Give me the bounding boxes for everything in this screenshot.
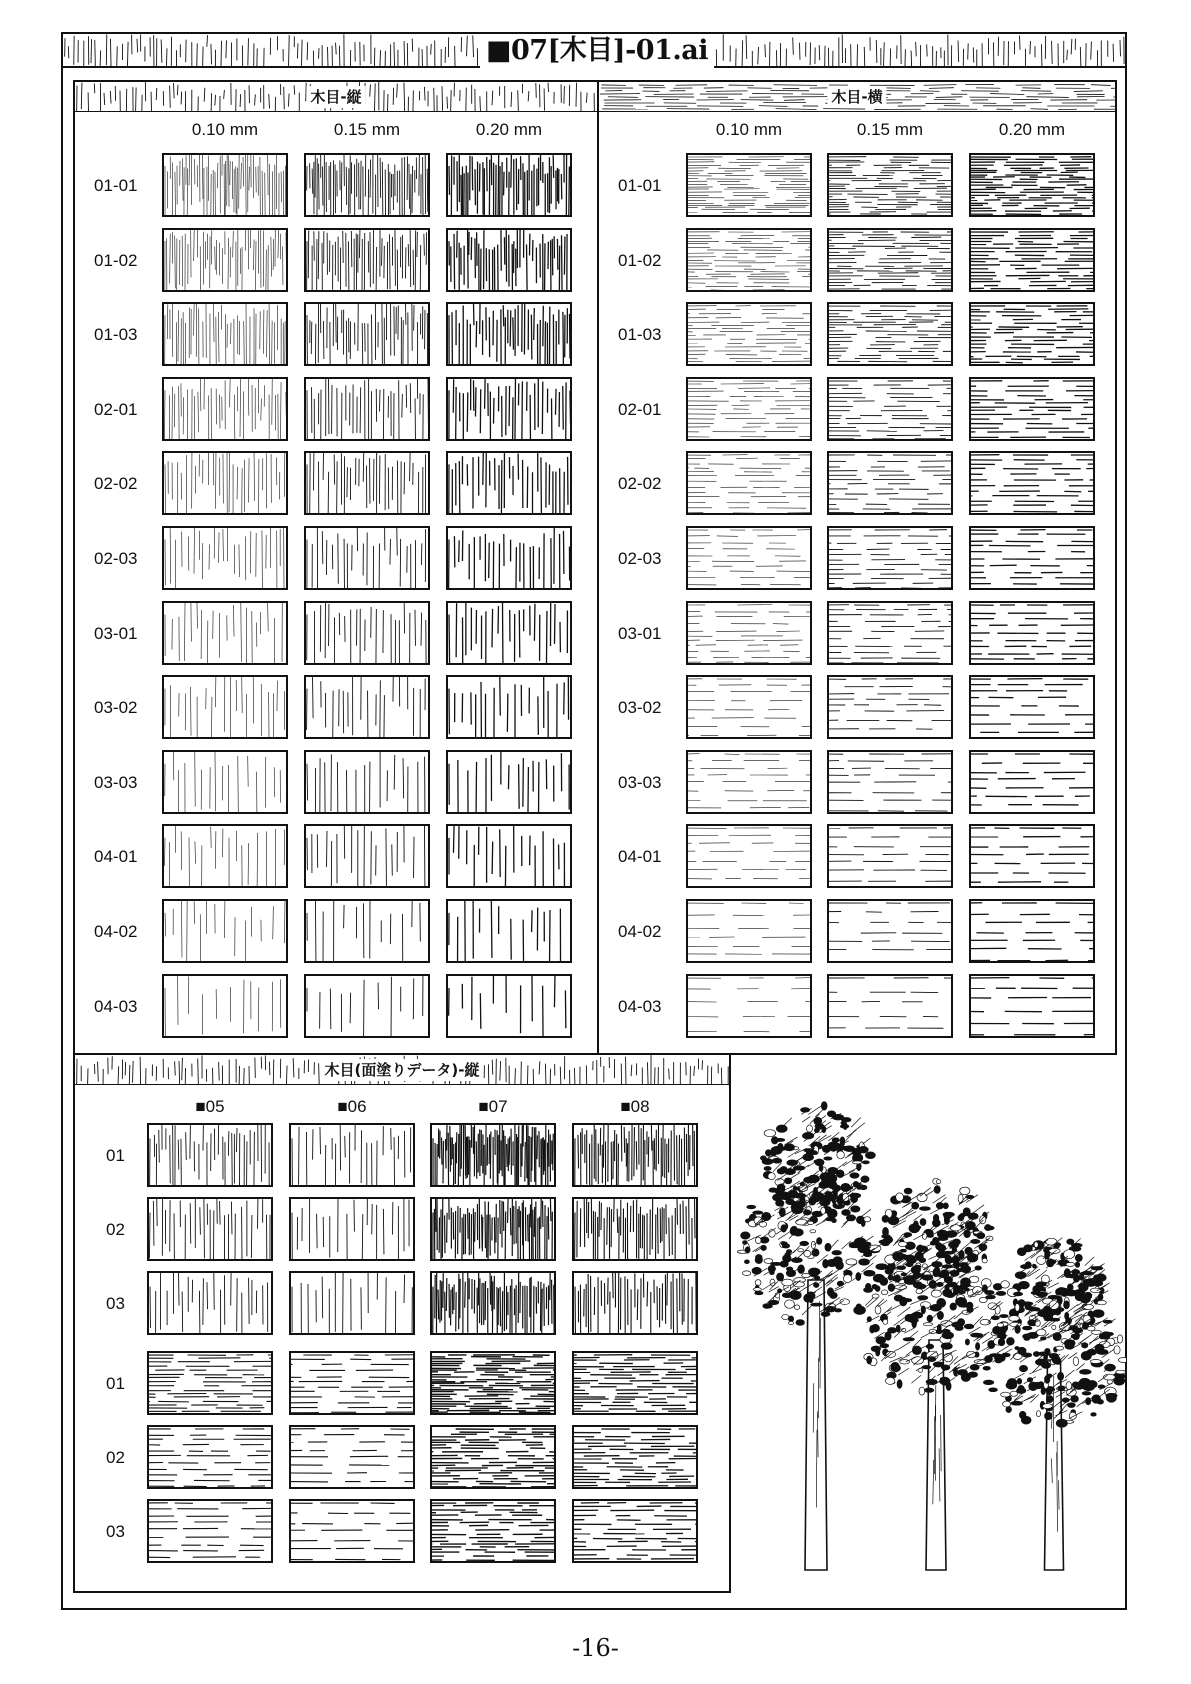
tree-illustration-icon bbox=[736, 1100, 1126, 1590]
swatch-horizontal-grain bbox=[969, 675, 1095, 739]
swatch-horizontal-grain bbox=[827, 974, 953, 1038]
swatch-vertical-grain bbox=[446, 153, 572, 217]
swatch-vertical-grain bbox=[162, 153, 288, 217]
swatch-horizontal-grain bbox=[969, 601, 1095, 665]
swatch-horizontal-grain bbox=[686, 601, 812, 665]
panel-vertical-title: 木目-縦 bbox=[306, 86, 365, 108]
swatch-fill-vertical bbox=[147, 1123, 273, 1187]
swatch-fill-vertical bbox=[289, 1123, 415, 1187]
swatch-vertical-grain bbox=[446, 675, 572, 739]
swatch-vertical-grain bbox=[162, 377, 288, 441]
swatch-vertical-grain bbox=[162, 899, 288, 963]
swatch-fill-vertical bbox=[147, 1271, 273, 1335]
swatch-vertical-grain bbox=[162, 750, 288, 814]
row-label: 03-01 bbox=[94, 623, 138, 643]
swatch-horizontal-grain bbox=[827, 228, 953, 292]
swatch-vertical-grain bbox=[304, 526, 430, 590]
swatch-horizontal-grain bbox=[969, 451, 1095, 515]
column-label: 0.15 mm bbox=[856, 120, 924, 139]
swatch-vertical-grain bbox=[162, 228, 288, 292]
swatch-horizontal-grain bbox=[827, 451, 953, 515]
column-label: ■06 bbox=[337, 1097, 367, 1116]
row-label: 04-01 bbox=[94, 847, 138, 867]
swatch-horizontal-grain bbox=[827, 153, 953, 217]
swatch-vertical-grain bbox=[304, 974, 430, 1038]
swatch-fill-horizontal bbox=[430, 1425, 556, 1489]
row-label: 02-02 bbox=[618, 474, 662, 494]
row-label: 03-03 bbox=[94, 772, 138, 792]
row-label: 04-01 bbox=[618, 847, 662, 867]
row-label: 02-01 bbox=[618, 399, 662, 419]
swatch-horizontal-grain bbox=[686, 750, 812, 814]
swatch-vertical-grain bbox=[446, 974, 572, 1038]
swatch-horizontal-grain bbox=[686, 302, 812, 366]
swatch-vertical-grain bbox=[446, 824, 572, 888]
swatch-vertical-grain bbox=[162, 675, 288, 739]
swatch-horizontal-grain bbox=[969, 377, 1095, 441]
swatch-fill-horizontal bbox=[430, 1351, 556, 1415]
swatch-vertical-grain bbox=[162, 824, 288, 888]
swatch-vertical-grain bbox=[162, 302, 288, 366]
row-label: 03-02 bbox=[618, 698, 662, 718]
swatch-horizontal-grain bbox=[827, 824, 953, 888]
swatch-vertical-grain bbox=[162, 974, 288, 1038]
row-label: 04-02 bbox=[94, 922, 138, 941]
swatch-vertical-grain bbox=[446, 451, 572, 515]
swatch-vertical-grain bbox=[446, 526, 572, 590]
row-label: 01 bbox=[106, 1374, 125, 1393]
swatch-horizontal-grain bbox=[969, 824, 1095, 888]
column-label: ■07 bbox=[478, 1097, 508, 1116]
swatch-fill-vertical bbox=[147, 1197, 273, 1261]
swatch-horizontal-grain bbox=[969, 153, 1095, 217]
row-label: 01-03 bbox=[618, 325, 662, 345]
swatch-horizontal-grain bbox=[686, 824, 812, 888]
swatch-vertical-grain bbox=[304, 302, 430, 366]
swatch-vertical-grain bbox=[304, 153, 430, 217]
swatch-fill-horizontal bbox=[289, 1499, 415, 1563]
swatch-fill-vertical bbox=[572, 1197, 698, 1261]
panel-fill-title: 木目(面塗りデータ)-縦 bbox=[321, 1059, 484, 1081]
swatch-horizontal-grain bbox=[969, 228, 1095, 292]
swatch-horizontal-grain bbox=[686, 153, 812, 217]
swatch-horizontal-grain bbox=[686, 974, 812, 1038]
swatch-horizontal-grain bbox=[969, 526, 1095, 590]
swatch-vertical-grain bbox=[304, 750, 430, 814]
swatch-horizontal-grain bbox=[827, 302, 953, 366]
swatch-horizontal-grain bbox=[969, 750, 1095, 814]
swatch-horizontal-grain bbox=[686, 899, 812, 963]
column-label: 0.10 mm bbox=[191, 120, 259, 139]
row-label: 03-01 bbox=[618, 623, 662, 643]
row-label: 02 bbox=[106, 1220, 125, 1239]
swatch-horizontal-grain bbox=[686, 377, 812, 441]
swatch-horizontal-grain bbox=[969, 974, 1095, 1038]
row-label: 01 bbox=[106, 1146, 125, 1165]
row-label: 04-03 bbox=[94, 996, 138, 1016]
swatch-horizontal-grain bbox=[827, 675, 953, 739]
swatch-fill-horizontal bbox=[147, 1499, 273, 1563]
panel-horizontal-title: 木目-横 bbox=[827, 86, 886, 108]
swatch-vertical-grain bbox=[162, 526, 288, 590]
row-label: 04-02 bbox=[618, 922, 662, 941]
row-label: 02-03 bbox=[618, 549, 662, 568]
swatch-vertical-grain bbox=[446, 228, 572, 292]
swatch-vertical-grain bbox=[304, 451, 430, 515]
swatch-vertical-grain bbox=[304, 675, 430, 739]
swatch-vertical-grain bbox=[446, 899, 572, 963]
swatch-horizontal-grain bbox=[827, 601, 953, 665]
swatch-vertical-grain bbox=[446, 601, 572, 665]
swatch-vertical-grain bbox=[446, 302, 572, 366]
row-label: 02-02 bbox=[94, 474, 138, 494]
swatch-fill-vertical bbox=[289, 1271, 415, 1335]
row-label: 03 bbox=[106, 1522, 125, 1541]
column-label: 0.20 mm bbox=[998, 120, 1066, 139]
swatch-horizontal-grain bbox=[827, 750, 953, 814]
row-label: 02-01 bbox=[94, 399, 138, 419]
column-label: 0.10 mm bbox=[715, 120, 783, 139]
swatch-fill-horizontal bbox=[147, 1351, 273, 1415]
swatch-fill-vertical bbox=[430, 1123, 556, 1187]
swatch-horizontal-grain bbox=[686, 228, 812, 292]
swatch-fill-horizontal bbox=[572, 1425, 698, 1489]
swatch-horizontal-grain bbox=[827, 899, 953, 963]
swatch-vertical-grain bbox=[304, 601, 430, 665]
swatch-horizontal-grain bbox=[969, 899, 1095, 963]
column-label: 0.20 mm bbox=[475, 120, 543, 139]
swatch-vertical-grain bbox=[446, 750, 572, 814]
row-label: 03 bbox=[106, 1294, 125, 1313]
swatch-fill-horizontal bbox=[430, 1499, 556, 1563]
swatch-fill-vertical bbox=[430, 1271, 556, 1335]
column-label: 0.15 mm bbox=[333, 120, 401, 139]
swatch-vertical-grain bbox=[304, 899, 430, 963]
row-label: 01-03 bbox=[94, 325, 138, 345]
swatch-horizontal-grain bbox=[827, 377, 953, 441]
row-label: 01-01 bbox=[94, 176, 138, 195]
swatch-vertical-grain bbox=[304, 377, 430, 441]
swatch-fill-horizontal bbox=[289, 1425, 415, 1489]
swatch-horizontal-grain bbox=[686, 526, 812, 590]
swatch-vertical-grain bbox=[446, 377, 572, 441]
row-label: 01-02 bbox=[618, 250, 662, 270]
swatch-horizontal-grain bbox=[686, 451, 812, 515]
column-label: ■05 bbox=[195, 1097, 225, 1116]
swatch-fill-horizontal bbox=[572, 1351, 698, 1415]
row-label: 01-01 bbox=[618, 176, 662, 195]
page-title: ■07[木目]-01.ai bbox=[480, 34, 714, 68]
swatch-horizontal-grain bbox=[827, 526, 953, 590]
swatch-horizontal-grain bbox=[686, 675, 812, 739]
swatch-fill-horizontal bbox=[289, 1351, 415, 1415]
row-label: 03-03 bbox=[618, 772, 662, 792]
swatch-fill-vertical bbox=[430, 1197, 556, 1261]
row-label: 04-03 bbox=[618, 996, 662, 1016]
swatch-fill-horizontal bbox=[572, 1499, 698, 1563]
row-label: 02-03 bbox=[94, 549, 138, 568]
swatch-vertical-grain bbox=[162, 451, 288, 515]
column-label: ■08 bbox=[620, 1097, 650, 1116]
row-label: 03-02 bbox=[94, 698, 138, 718]
swatch-horizontal-grain bbox=[969, 302, 1095, 366]
swatch-vertical-grain bbox=[304, 228, 430, 292]
row-label: 01-02 bbox=[94, 250, 138, 270]
row-label: 02 bbox=[106, 1448, 125, 1467]
page-number: -16- bbox=[572, 1634, 619, 1662]
swatch-fill-vertical bbox=[572, 1271, 698, 1335]
swatch-fill-horizontal bbox=[147, 1425, 273, 1489]
swatch-fill-vertical bbox=[289, 1197, 415, 1261]
swatch-fill-vertical bbox=[572, 1123, 698, 1187]
swatch-vertical-grain bbox=[162, 601, 288, 665]
swatch-vertical-grain bbox=[304, 824, 430, 888]
